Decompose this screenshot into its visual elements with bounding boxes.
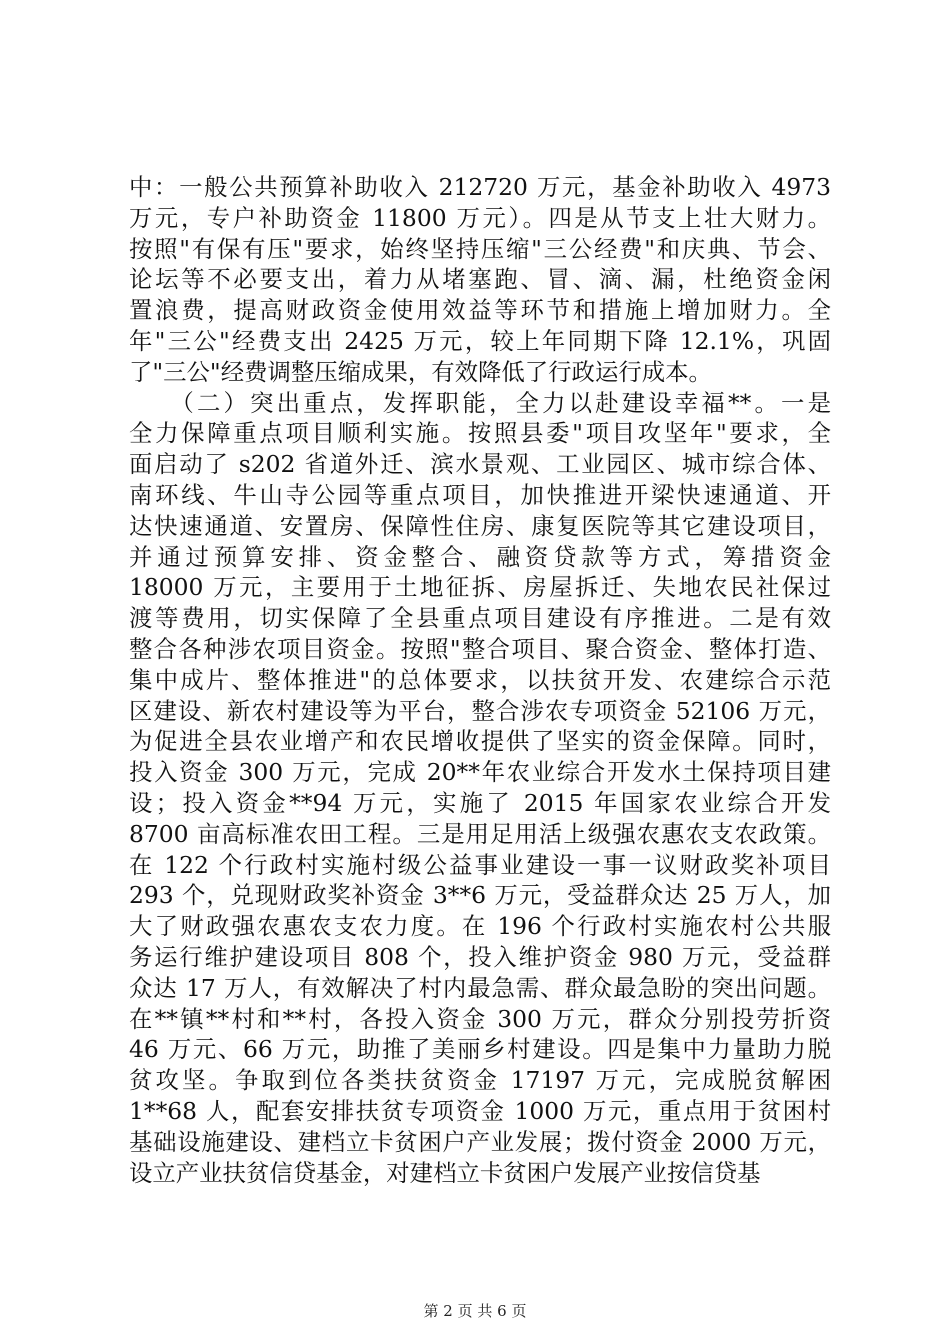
text-line: 置浪费，提高财政资金使用效益等环节和措施上增加财力。全 [129, 296, 831, 325]
text-line: 293 个，兑现财政奖补资金 3**6 万元，受益群众达 25 万人，加 [129, 881, 831, 910]
text-line: 投入资金 300 万元，完成 20**年农业综合开发水土保持项目建 [129, 758, 831, 787]
text-line: 为促进全县农业增产和农民增收提供了坚实的资金保障。同时， [129, 727, 831, 756]
text-line: 达快速通道、安置房、保障性住房、康复医院等其它建设项目， [129, 511, 831, 540]
text-line: 面启动了 s202 省道外迁、滨水景观、工业园区、城市综合体、 [129, 450, 831, 479]
text-line: 贫攻坚。争取到位各类扶贫资金 17197 万元，完成脱贫解困 [129, 1066, 831, 1095]
text-line: 1**68 人，配套安排扶贫专项资金 1000 万元，重点用于贫困村 [129, 1096, 831, 1125]
text-line: 集中成片、整体推进"的总体要求，以扶贫开发、农建综合示范 [129, 665, 831, 694]
text-line: 南环线、牛山寺公园等重点项目，加快推进开梁快速通道、开 [129, 480, 831, 509]
text-line: 在 122 个行政村实施村级公益事业建设一事一议财政奖补项目 [129, 850, 831, 879]
text-line: 在**镇**村和**村，各投入资金 300 万元，群众分别投劳折资 [129, 1004, 831, 1033]
text-line: 万元，专户补助资金 11800 万元）。四是从节支上壮大财力。 [129, 203, 831, 232]
text-line: 众达 17 万人，有效解决了村内最急需、群众最急盼的突出问题。 [129, 973, 831, 1002]
text-line: 整合各种涉农项目资金。按照"整合项目、聚合资金、整体打造、 [129, 634, 831, 663]
text-line: 18000 万元，主要用于土地征拆、房屋拆迁、失地农民社保过 [129, 573, 831, 602]
text-line: 区建设、新农村建设等为平台，整合涉农专项资金 52106 万元， [129, 696, 831, 725]
text-line: 了"三公"经费调整压缩成果，有效降低了行政运行成本。 [129, 357, 712, 386]
text-line: 渡等费用，切实保障了全县重点项目建设有序推进。二是有效 [129, 604, 831, 633]
text-line: 论坛等不必要支出，着力从堵塞跑、冒、滴、漏，杜绝资金闲 [129, 265, 831, 294]
text-line: 年"三公"经费支出 2425 万元，较上年同期下降 12.1%，巩固 [129, 326, 831, 355]
text-line: 按照"有保有压"要求，始终坚持压缩"三公经费"和庆典、节会、 [129, 234, 831, 263]
text-line: （二）突出重点，发挥职能，全力以赴建设幸福**。一是 [129, 388, 831, 417]
text-line: 并通过预算安排、资金整合、融资贷款等方式，筹措资金 [129, 542, 831, 571]
text-line: 全力保障重点项目顺利实施。按照县委"项目攻坚年"要求，全 [129, 419, 831, 448]
text-line: 46 万元、66 万元，助推了美丽乡村建设。四是集中力量助力脱 [129, 1035, 831, 1064]
text-line: 设；投入资金**94 万元，实施了 2015 年国家农业综合开发 [129, 788, 831, 817]
text-line: 8700 亩高标准农田工程。三是用足用活上级强农惠农支农政策。 [129, 819, 831, 848]
text-line: 设立产业扶贫信贷基金，对建档立卡贫困户发展产业按信贷基 [129, 1158, 761, 1187]
text-line: 中：一般公共预算补助收入 212720 万元，基金补助收入 4973 [129, 173, 831, 201]
body-text [129, 172, 831, 1188]
text-line: 基础设施建设、建档立卡贫困户产业发展；拨付资金 2000 万元， [129, 1127, 831, 1156]
text-line: 务运行维护建设项目 808 个，投入维护资金 980 万元，受益群 [129, 942, 831, 971]
page-footer: 第 2 页 共 6 页 [423, 1302, 527, 1320]
text-line: 大了财政强农惠农支农力度。在 196 个行政村实施农村公共服 [129, 912, 831, 941]
